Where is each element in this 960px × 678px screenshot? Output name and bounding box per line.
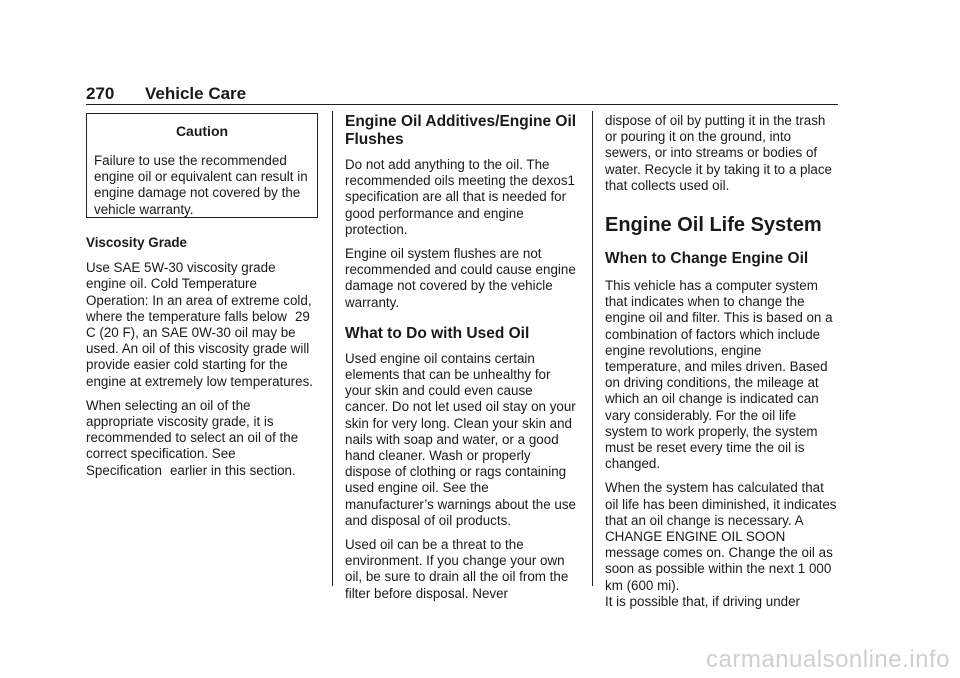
viscosity-text-a: Use SAE 5W-30 viscosity grade engine oil. Cold Temperature Operation: In an area of extreme cold, where the temperature falls below (86, 260, 312, 324)
selection-text-c: earlier in this section. (169, 462, 296, 478)
column-divider-left (332, 111, 333, 586)
when-to-change-heading: When to Change Engine Oil (605, 250, 809, 268)
viscosity-paragraph (86, 260, 318, 390)
used-oil-heading: What to Do with Used Oil (345, 324, 530, 342)
viscosity-text-b: 29 C ( (86, 308, 310, 341)
environment-paragraph: Used oil can be a threat to the environment. If you change your own oil, be sure to drain all the oil from the filter before disposal. Never (345, 537, 569, 601)
selection-text-a: When selecting an oil of the appropriate viscosity grade, it is recommended to select an oil of the correct specification. See (86, 397, 299, 462)
section-title: Vehicle Care (145, 84, 247, 103)
disposal-continued-paragraph: dispose of oil by putting it in the trash or pouring it on the ground, into sewers, or into streams or bodies of water. Recycle it by taking it to a place that collects used oil. (605, 113, 833, 193)
computer-system-paragraph: This vehicle has a computer system that indicates when to change the engine oil and filter. This is based on a combination of factors which include engine revolutions, engine temperature, and miles driven. Based on driving conditions, the mileage at which an oil change is indicated can vary considerably. For the oil life system to work properly, the system must be reset every time the oil is changed. (605, 278, 833, 472)
column-divider-right (592, 111, 593, 586)
flushes-paragraph: Engine oil system flushes are not recommended and could cause engine damage not covered by the vehicle warranty. (345, 246, 576, 310)
caution-title: Caution (175, 123, 229, 139)
viscosity-heading: Viscosity Grade (86, 235, 187, 250)
column-2 (345, 113, 577, 610)
specification-reference: Specification (86, 462, 162, 478)
used-oil-paragraph: Used engine oil contains certain elements that can be unhealthy for your skin and could even cause cancer. Do not let used oil stay on your skin for very long. Clean your skin and nails with soap and water, or a good hand cleaner. Wash or properly dispose of clothing or rags containing used engine oil. See the manufacturer’s warnings about the use and disposal of oil products. (345, 350, 577, 528)
header-rule (86, 104, 838, 105)
oil-life-diminished-paragraph: When the system has calculated that oil life has been diminished, it indicates that an oil change is necessary. A CHANGE ENGINE OIL SOON message comes on. Change the oil as soon as possible within the next 1 000 km (600 mi). (605, 480, 837, 593)
additives-paragraph: Do not add anything to the oil. The recommended oils meeting the dexos1 specification are all that is needed for good performance and engine protection. (345, 157, 576, 237)
viscosity-text-c: 20 F), an SAE 0W-30 oil may be used. An oil of this viscosity grade will provide easier cold starting for the engine at extremely low temperatures. (86, 325, 314, 389)
additives-heading: Engine Oil Additives/Engine Oil Flushes (345, 113, 577, 148)
selection-paragraph (86, 398, 318, 479)
column-3 (605, 113, 837, 618)
oil-life-system-heading: Engine Oil Life System (605, 214, 822, 237)
watermark: carmanualsonline.info (706, 646, 950, 673)
driving-conditions-paragraph: It is possible that, if driving under (605, 593, 801, 609)
caution-body: Failure to use the recommended engine oil or equivalent can result in engine damage not covered by the vehicle warranty. (94, 153, 308, 217)
caution-box (86, 113, 318, 218)
column-1 (86, 113, 318, 487)
page-number: 270 (86, 84, 115, 103)
page-header (86, 84, 838, 104)
